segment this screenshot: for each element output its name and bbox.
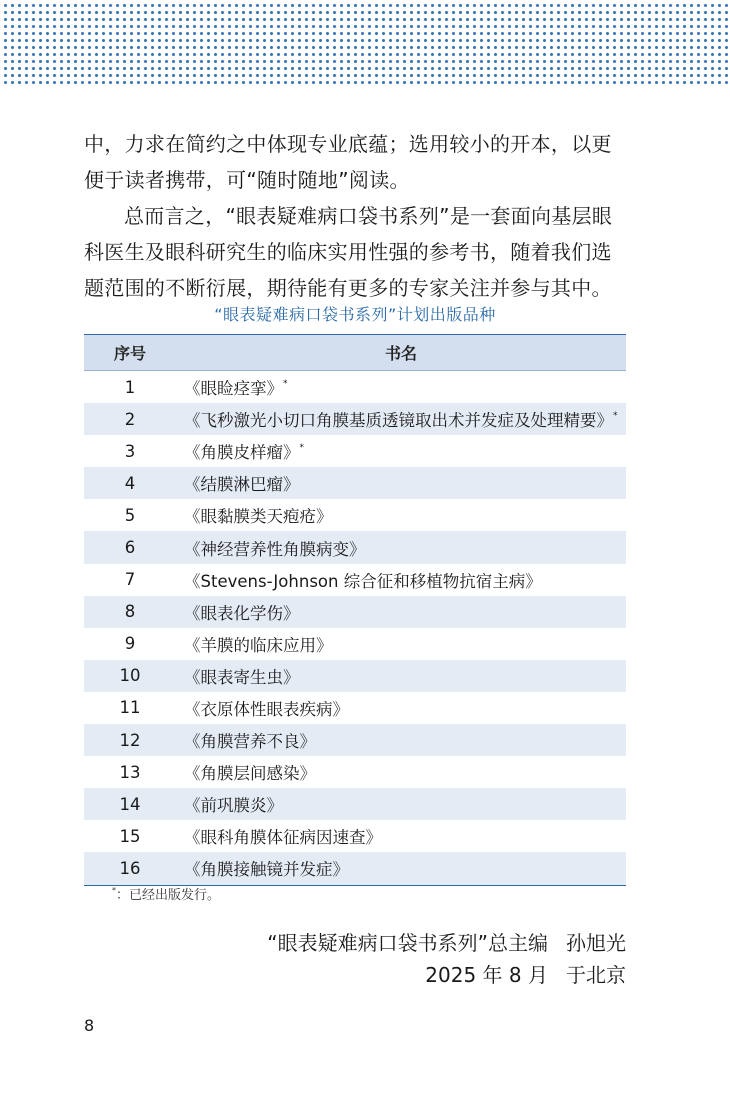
row-book-title (176, 596, 626, 628)
row-number: 2 (84, 403, 176, 435)
row-number: 14 (84, 788, 176, 820)
row-book-title (176, 499, 626, 531)
row-number: 13 (119, 762, 141, 782)
book-title-text: 《羊膜的临床应用》 (184, 635, 333, 655)
row-number: 4 (84, 467, 176, 499)
row-number: 7 (124, 570, 136, 590)
book-title-text: 《眼睑痉挛》 (184, 379, 283, 399)
row-number: 5 (124, 505, 136, 525)
table-row (84, 403, 626, 435)
row-number: 1 (124, 377, 136, 397)
book-title-text: 《角膜皮样瘤》 (184, 443, 300, 463)
book-title-text: 《角膜营养不良》 (184, 732, 316, 752)
book-title-text: 《神经营养性角膜病变》 (184, 539, 366, 559)
row-book-title (176, 628, 626, 660)
row-number: 10 (84, 660, 176, 692)
published-mark: * (283, 379, 288, 390)
book-title-text: 《角膜层间感染》 (184, 764, 316, 784)
row-book-title (176, 403, 626, 435)
table-row (84, 852, 626, 885)
row-book-title (176, 724, 626, 756)
signature-line-1 (250, 927, 626, 959)
row-book-title (176, 852, 626, 885)
table-row (84, 756, 626, 788)
published-mark: * (613, 411, 618, 422)
header-title: 书名 (176, 335, 626, 371)
book-title-text: 《眼表化学伤》 (184, 603, 300, 623)
table-row (84, 788, 626, 820)
book-title-text: 《眼表寄生虫》 (184, 667, 300, 687)
book-title-text: 《眼科角膜体征病因速查》 (184, 828, 382, 848)
header-number: 序号 (84, 335, 176, 371)
body-text (84, 126, 630, 306)
row-number: 8 (84, 596, 176, 628)
row-book-title (176, 756, 626, 788)
table-row (84, 692, 626, 724)
table-row (84, 596, 626, 628)
paragraph-2: 总而言之，“眼表疑难病口袋书系列”是一套面向基层眼科医生及眼科研究生的临床实用性强的参考书，随着我们选题范围的不断衍展，期待能有更多的专家关注并参与其中。 (84, 204, 613, 300)
dotted-header-band (0, 0, 730, 86)
row-book-title (176, 788, 626, 820)
footnote-text: ：已经出版发行。 (116, 888, 221, 903)
row-number: 16 (84, 852, 176, 885)
book-title-text: 《结膜淋巴瘤》 (184, 475, 300, 495)
row-book-title (176, 692, 626, 724)
book-title-text: 《Stevens-Johnson 综合征和移植物抗宿主病》 (184, 571, 542, 591)
book-title-text: 《前巩膜炎》 (184, 796, 283, 816)
book-title-text: 《眼黏膜类天疱疮》 (184, 507, 333, 527)
row-book-title (176, 371, 626, 404)
page-number: 8 (84, 1016, 95, 1035)
series-editor-title: “眼表疑难病口袋书系列”总主编 (267, 931, 548, 955)
table-row (84, 564, 626, 596)
footnote (112, 884, 220, 903)
row-number: 9 (124, 634, 136, 654)
published-mark: * (299, 443, 304, 454)
book-list-table (84, 334, 626, 886)
signature-line-2 (250, 959, 626, 991)
signature-place: 于北京 (566, 963, 626, 987)
row-number: 6 (84, 531, 176, 563)
book-title-text: 《角膜接触镜并发症》 (184, 860, 349, 880)
table-row (84, 820, 626, 852)
footnote-mark: * (112, 886, 116, 895)
table-row (84, 499, 626, 531)
row-book-title (176, 467, 626, 499)
table-row (84, 531, 626, 563)
table-title: “眼表疑难病口袋书系列”计划出版品种 (214, 305, 496, 324)
row-number: 11 (119, 698, 141, 718)
row-number: 12 (84, 724, 176, 756)
table-header-row (84, 335, 626, 371)
table-body (84, 371, 626, 886)
book-title-text: 《衣原体性眼表疾病》 (184, 699, 349, 719)
table-row (84, 371, 626, 404)
table-row (84, 467, 626, 499)
row-book-title (176, 531, 626, 563)
book-title-text: 《飞秒激光小切口角膜基质透镜取出术并发症及处理精要》 (184, 411, 613, 431)
paragraph-1: 中，力求在简约之中体现专业底蕴；选用较小的开本，以更便于读者携带，可“随时随地”阅读。 (84, 132, 612, 192)
table-row (84, 724, 626, 756)
table-row (84, 660, 626, 692)
row-number: 15 (119, 826, 141, 846)
row-book-title (176, 660, 626, 692)
table-row (84, 628, 626, 660)
signature-date: 2025 年 8 月 (425, 963, 548, 987)
table-row (84, 435, 626, 467)
row-book-title (176, 435, 626, 467)
signature-block (250, 927, 626, 991)
row-book-title (176, 564, 626, 596)
editor-name: 孙旭光 (566, 931, 626, 955)
row-book-title (176, 820, 626, 852)
row-number: 3 (124, 441, 136, 461)
